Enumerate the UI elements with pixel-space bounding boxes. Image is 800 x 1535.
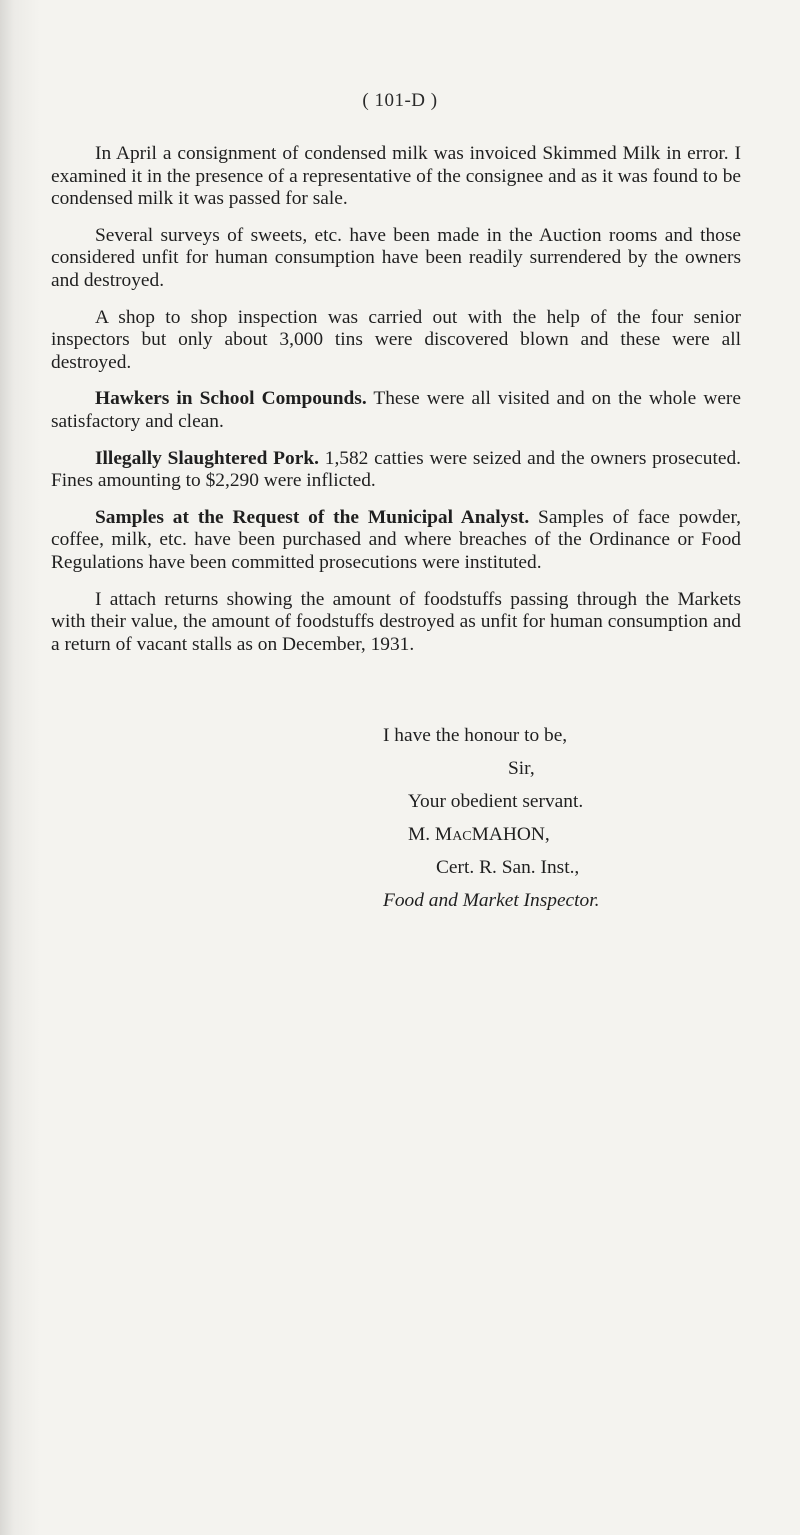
signature-credentials: Cert. R. San. Inst., xyxy=(436,857,580,878)
paragraph-text: I attach returns showing the amount of foodstuffs passing through the Markets with their value, the amount of foodstuffs destroyed as unfit for human consumption and a return of vacant stalls as on December, 1931. xyxy=(51,588,741,655)
paragraph-text: These were all visited and on the whole were satisfactory and clean. xyxy=(51,388,741,432)
report-body xyxy=(51,143,741,670)
signature-initial: M. M xyxy=(408,824,453,845)
signature-surname: MAHON, xyxy=(471,824,550,845)
paragraph-samples xyxy=(51,507,741,575)
closing-honour-line: I have the honour to be, xyxy=(383,725,568,746)
paragraph-lead: Samples at the Request of the Municipal Analyst. xyxy=(95,506,530,528)
closing-salutation: Sir, xyxy=(508,758,535,779)
paragraph-text: In April a consignment of condensed milk was invoiced Skimmed Milk in error. I examined it in the presence of a representative of the consignee and as it was found to be condensed milk it was passed for sale. xyxy=(51,143,741,210)
paragraph-auction-rooms xyxy=(51,225,741,293)
signature-title: Food and Market Inspector. xyxy=(383,890,600,911)
page-number: ( 101-D ) xyxy=(362,90,438,111)
paragraph-text: 1,582 catties were seized and the owners prosecuted. Fines amounting to $2,290 were inflicted. xyxy=(51,447,741,492)
closing-servant-line: Your obedient servant. xyxy=(408,791,584,812)
paragraph-lead: Illegally Slaughtered Pork. xyxy=(95,447,319,469)
paragraph-returns xyxy=(51,589,741,657)
paragraph-text: Samples of face powder, coffee, milk, etc. have been purchased and where breaches of the Ordinance or Food Regulations have been committed prosecutions were instituted. xyxy=(51,506,741,573)
paragraph-hawkers xyxy=(51,388,741,433)
paragraph-text: A shop to shop inspection was carried out with the help of the four senior inspectors but only about 3,000 tins were discovered blown and these were all destroyed. xyxy=(51,306,741,373)
signature-prefix: ac xyxy=(452,824,472,845)
letter-closing xyxy=(383,719,783,917)
paragraph-illegal-pork xyxy=(51,448,741,493)
signature-name xyxy=(383,818,783,851)
paragraph-text: Several surveys of sweets, etc. have been made in the Auction rooms and those considered unfit for human consumption have been readily surrendered by the owners and destroyed. xyxy=(51,224,741,291)
paragraph-condensed-milk xyxy=(51,143,741,211)
paragraph-shop-inspection xyxy=(51,307,741,375)
paragraph-lead: Hawkers in School Compounds. xyxy=(95,388,367,410)
